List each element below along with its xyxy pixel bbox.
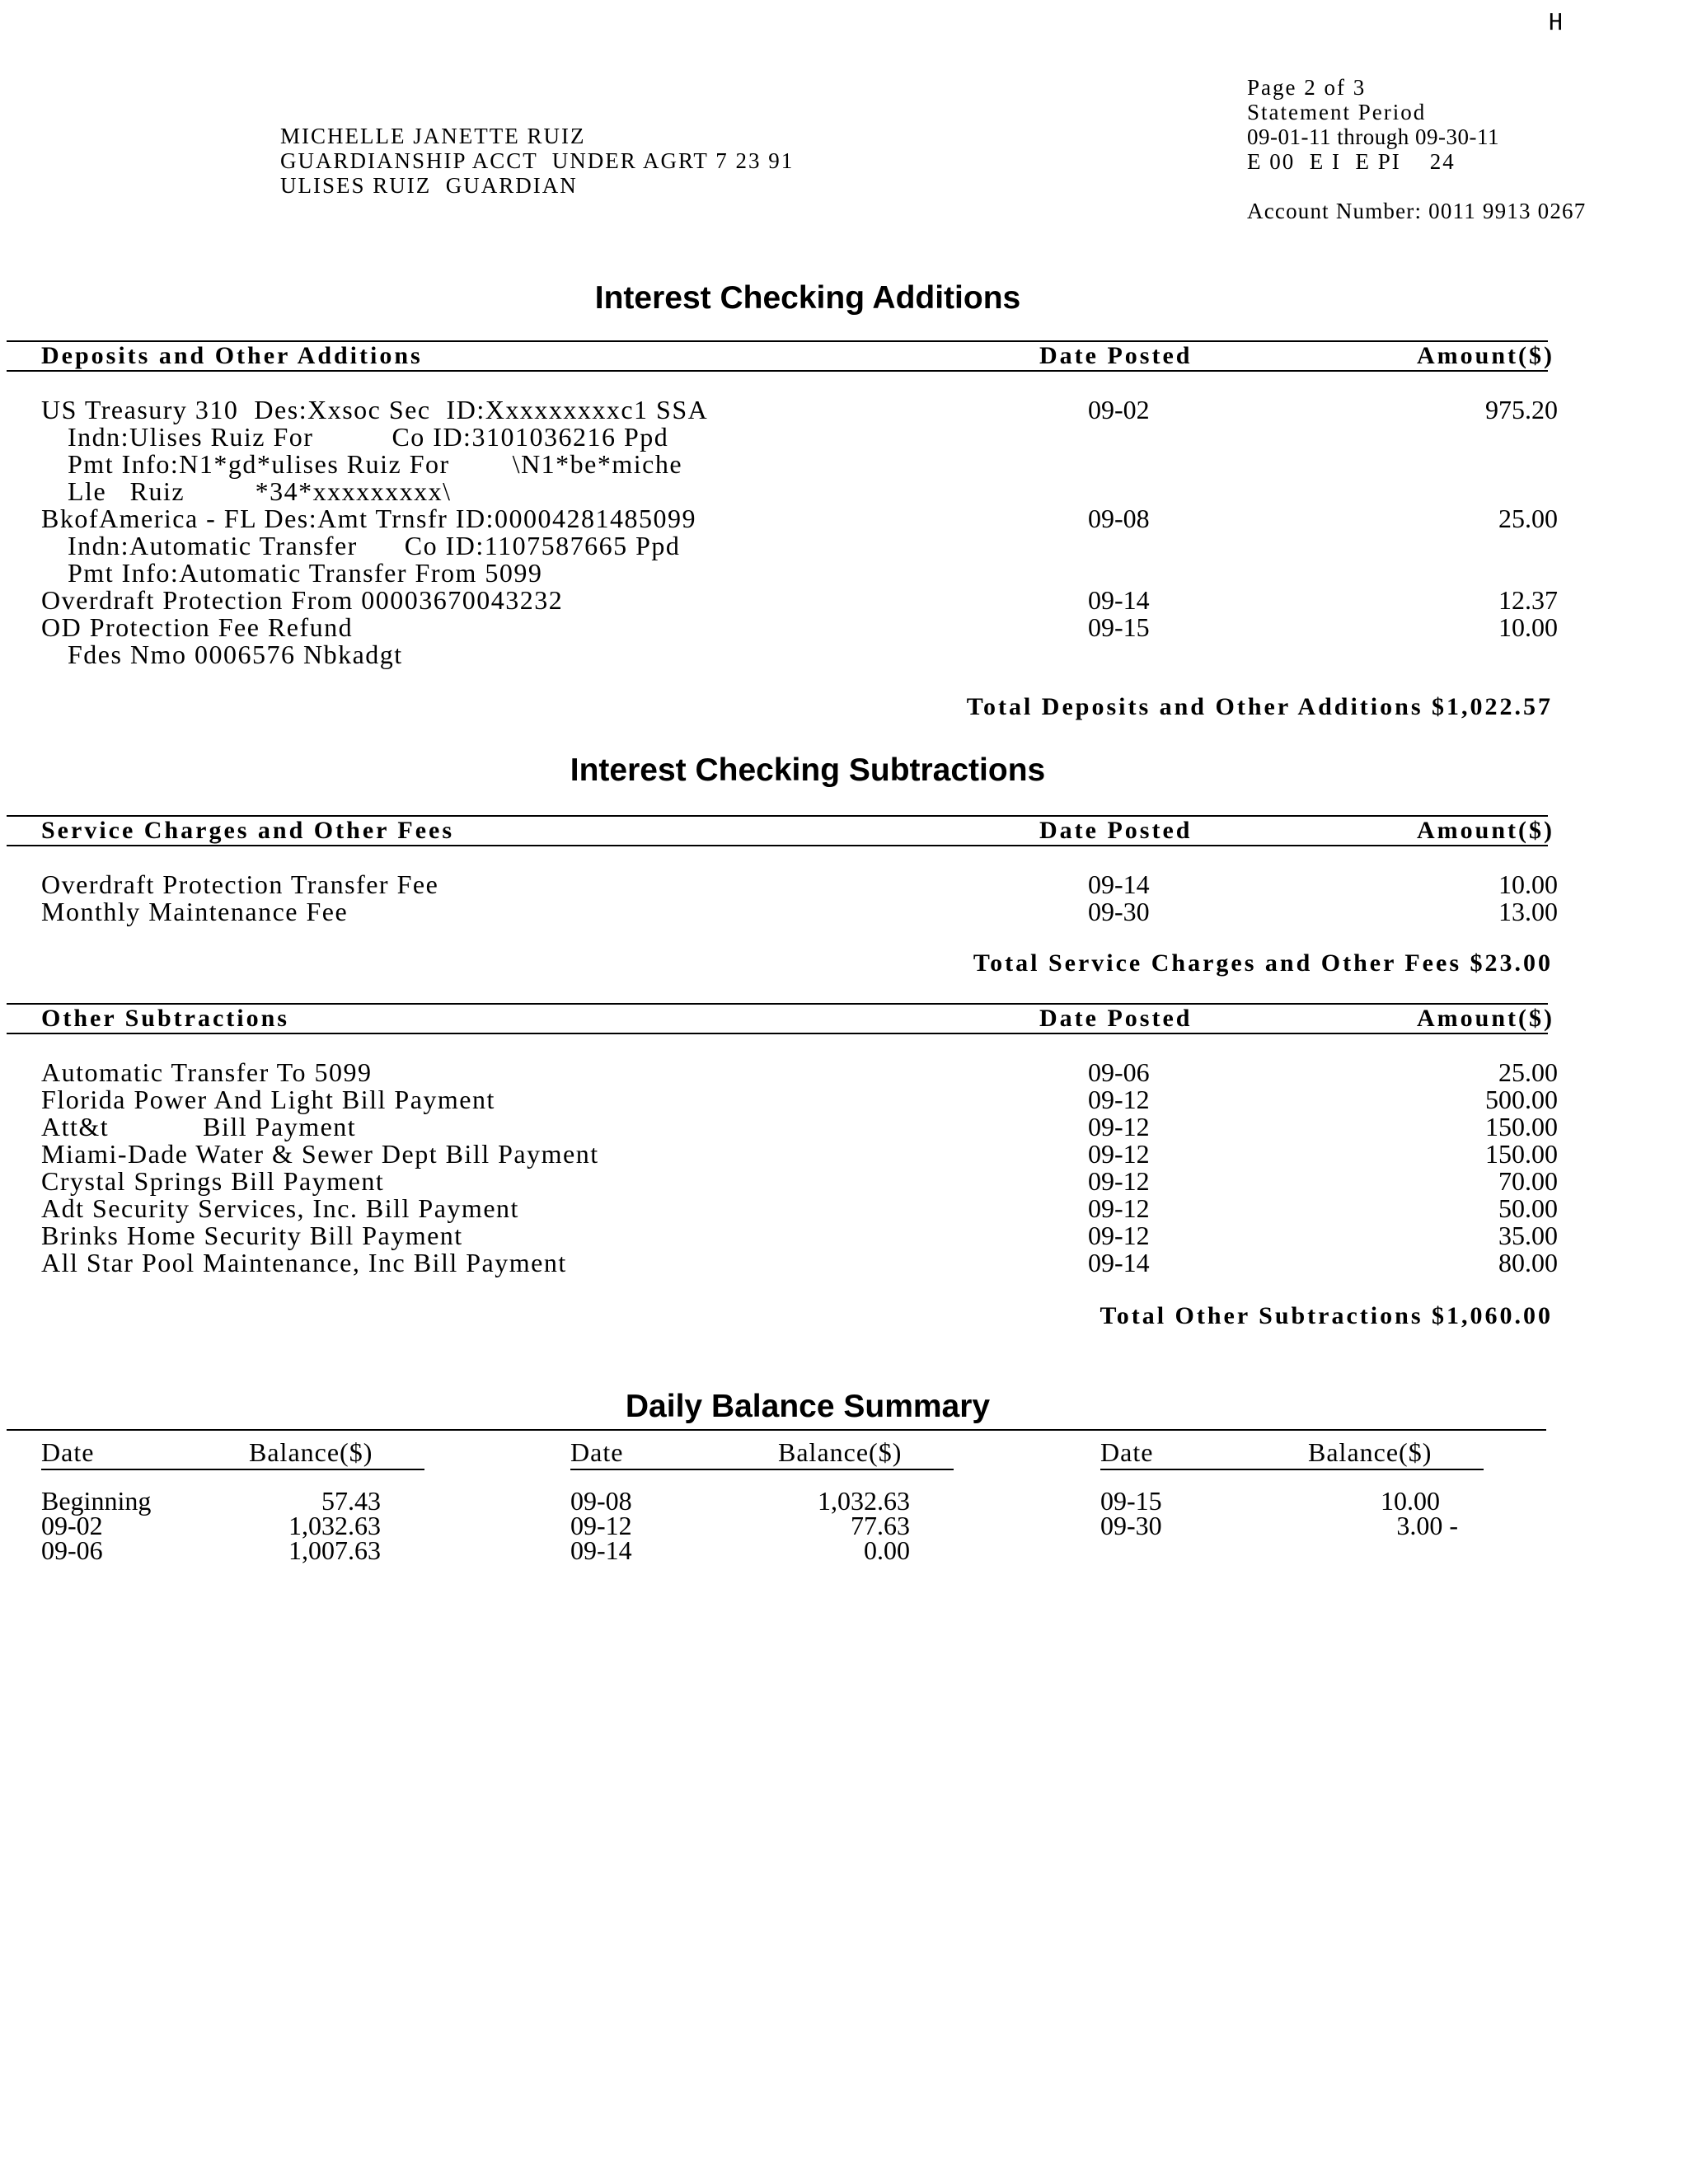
other-subtractions-table-header [7,1003,1554,1034]
header-amount: Amount($) [1417,817,1554,844]
other-subtractions-total: Total Other Subtractions $1,060.00 [1100,1302,1553,1329]
daily-balance-column-3 [1100,1436,1479,1538]
page-number: Page 2 of 3 [1247,75,1367,100]
table-row: OD Protection Fee Refund 09-15 10.00 [41,612,1558,642]
service-charges-total: Total Service Charges and Other Fees $23.00 [973,949,1553,977]
table-row-continuation: Pmt Info:N1*gd*ulises Ruiz For \N1*be*miche [68,449,683,479]
table-row: Automatic Transfer To 5099 09-06 25.00 [41,1057,1558,1087]
header-date-posted: Date Posted [1039,1005,1193,1032]
table-row: Adt Security Services, Inc. Bill Payment 09-12 50.00 [41,1193,1558,1223]
table-row: Florida Power And Light Bill Payment 09-12 500.00 [41,1085,1558,1114]
table-row: BkofAmerica - FL Des:Amt Trnsfr ID:00004281485099 09-08 25.00 [41,504,1558,533]
daily-balance-header [570,1436,954,1470]
statement-period: 09-01-11 through 09-30-11 [1247,124,1499,149]
header-date: Date [570,1437,624,1467]
daily-balance-header [1100,1436,1484,1470]
table-row: Monthly Maintenance Fee 09-30 13.00 [41,897,1558,926]
table-row-continuation: Pmt Info:Automatic Transfer From 5099 [68,558,543,588]
header-description: Service Charges and Other Fees [41,817,455,844]
account-holder-name: MICHELLE JANETTE RUIZ [280,124,586,148]
table-row: Crystal Springs Bill Payment 09-12 70.00 [41,1166,1558,1196]
statement-code: E 00 E I E PI 24 [1247,149,1456,174]
table-row: Brinks Home Security Bill Payment 09-12 35.00 [41,1221,1558,1250]
page-corner-mark: H [1549,8,1563,35]
table-row: Miami-Dade Water & Sewer Dept Bill Payment 09-12 150.00 [41,1139,1558,1169]
balance-row: 09-12 77.63 [570,1511,910,1540]
balance-row: 09-15 10.00 [1100,1486,1440,1516]
table-row: Att&t Bill Payment 09-12 150.00 [41,1112,1558,1141]
account-holder-line2: GUARDIANSHIP ACCT UNDER AGRT 7 23 91 [280,148,795,173]
table-row-continuation: Fdes Nmo 0006576 Nbkadgt [68,640,403,669]
additions-section-title: Interest Checking Additions [594,280,1021,316]
daily-balance-title: Daily Balance Summary [625,1389,991,1424]
header-amount: Amount($) [1417,342,1554,369]
account-holder-line3: ULISES RUIZ GUARDIAN [280,173,578,198]
service-charges-table-header [7,815,1554,846]
account-number: Account Number: 0011 9913 0267 [1247,199,1587,223]
balance-row: 09-30 3.00 - [1100,1511,1458,1540]
table-row: Overdraft Protection From 00003670043232 09-14 12.37 [41,585,1558,615]
header-date-posted: Date Posted [1039,342,1193,369]
table-row: US Treasury 310 Des:Xxsoc Sec ID:Xxxxxxxxxc1 SSA 09-02 975.20 [41,395,1558,424]
additions-table-header [7,340,1554,372]
header-balance: Balance($) [249,1437,373,1467]
header-description: Deposits and Other Additions [41,342,423,369]
additions-total: Total Deposits and Other Additions $1,022.57 [966,693,1553,720]
header-date: Date [41,1437,95,1467]
header-date: Date [1100,1437,1154,1467]
balance-row: 09-06 1,007.63 [41,1535,381,1565]
balance-row: 09-08 1,032.63 [570,1486,910,1516]
header-balance: Balance($) [778,1437,903,1467]
table-row: All Star Pool Maintenance, Inc Bill Payment 09-14 80.00 [41,1248,1558,1277]
table-row-continuation: Indn:Automatic Transfer Co ID:1107587665 Ppd [68,531,681,560]
subtractions-section-title: Interest Checking Subtractions [570,752,1046,788]
daily-balance-column-2 [570,1436,950,1563]
header-description: Other Subtractions [41,1005,289,1032]
balance-row: 09-02 1,032.63 [41,1511,381,1540]
table-row-continuation: Lle Ruiz *34*xxxxxxxxx\ [68,476,452,506]
table-row-continuation: Indn:Ulises Ruiz For Co ID:3101036216 Ppd [68,422,669,452]
balance-row: Beginning 57.43 [41,1486,381,1516]
header-amount: Amount($) [1417,1005,1554,1032]
daily-balance-rule [7,1429,1546,1431]
header-date-posted: Date Posted [1039,817,1193,844]
balance-row: 09-14 0.00 [570,1535,910,1565]
daily-balance-column-1 [41,1436,420,1563]
header-balance: Balance($) [1308,1437,1432,1467]
daily-balance-header [41,1436,424,1470]
table-row: Overdraft Protection Transfer Fee 09-14 10.00 [41,869,1558,899]
statement-period-label: Statement Period [1247,100,1427,124]
